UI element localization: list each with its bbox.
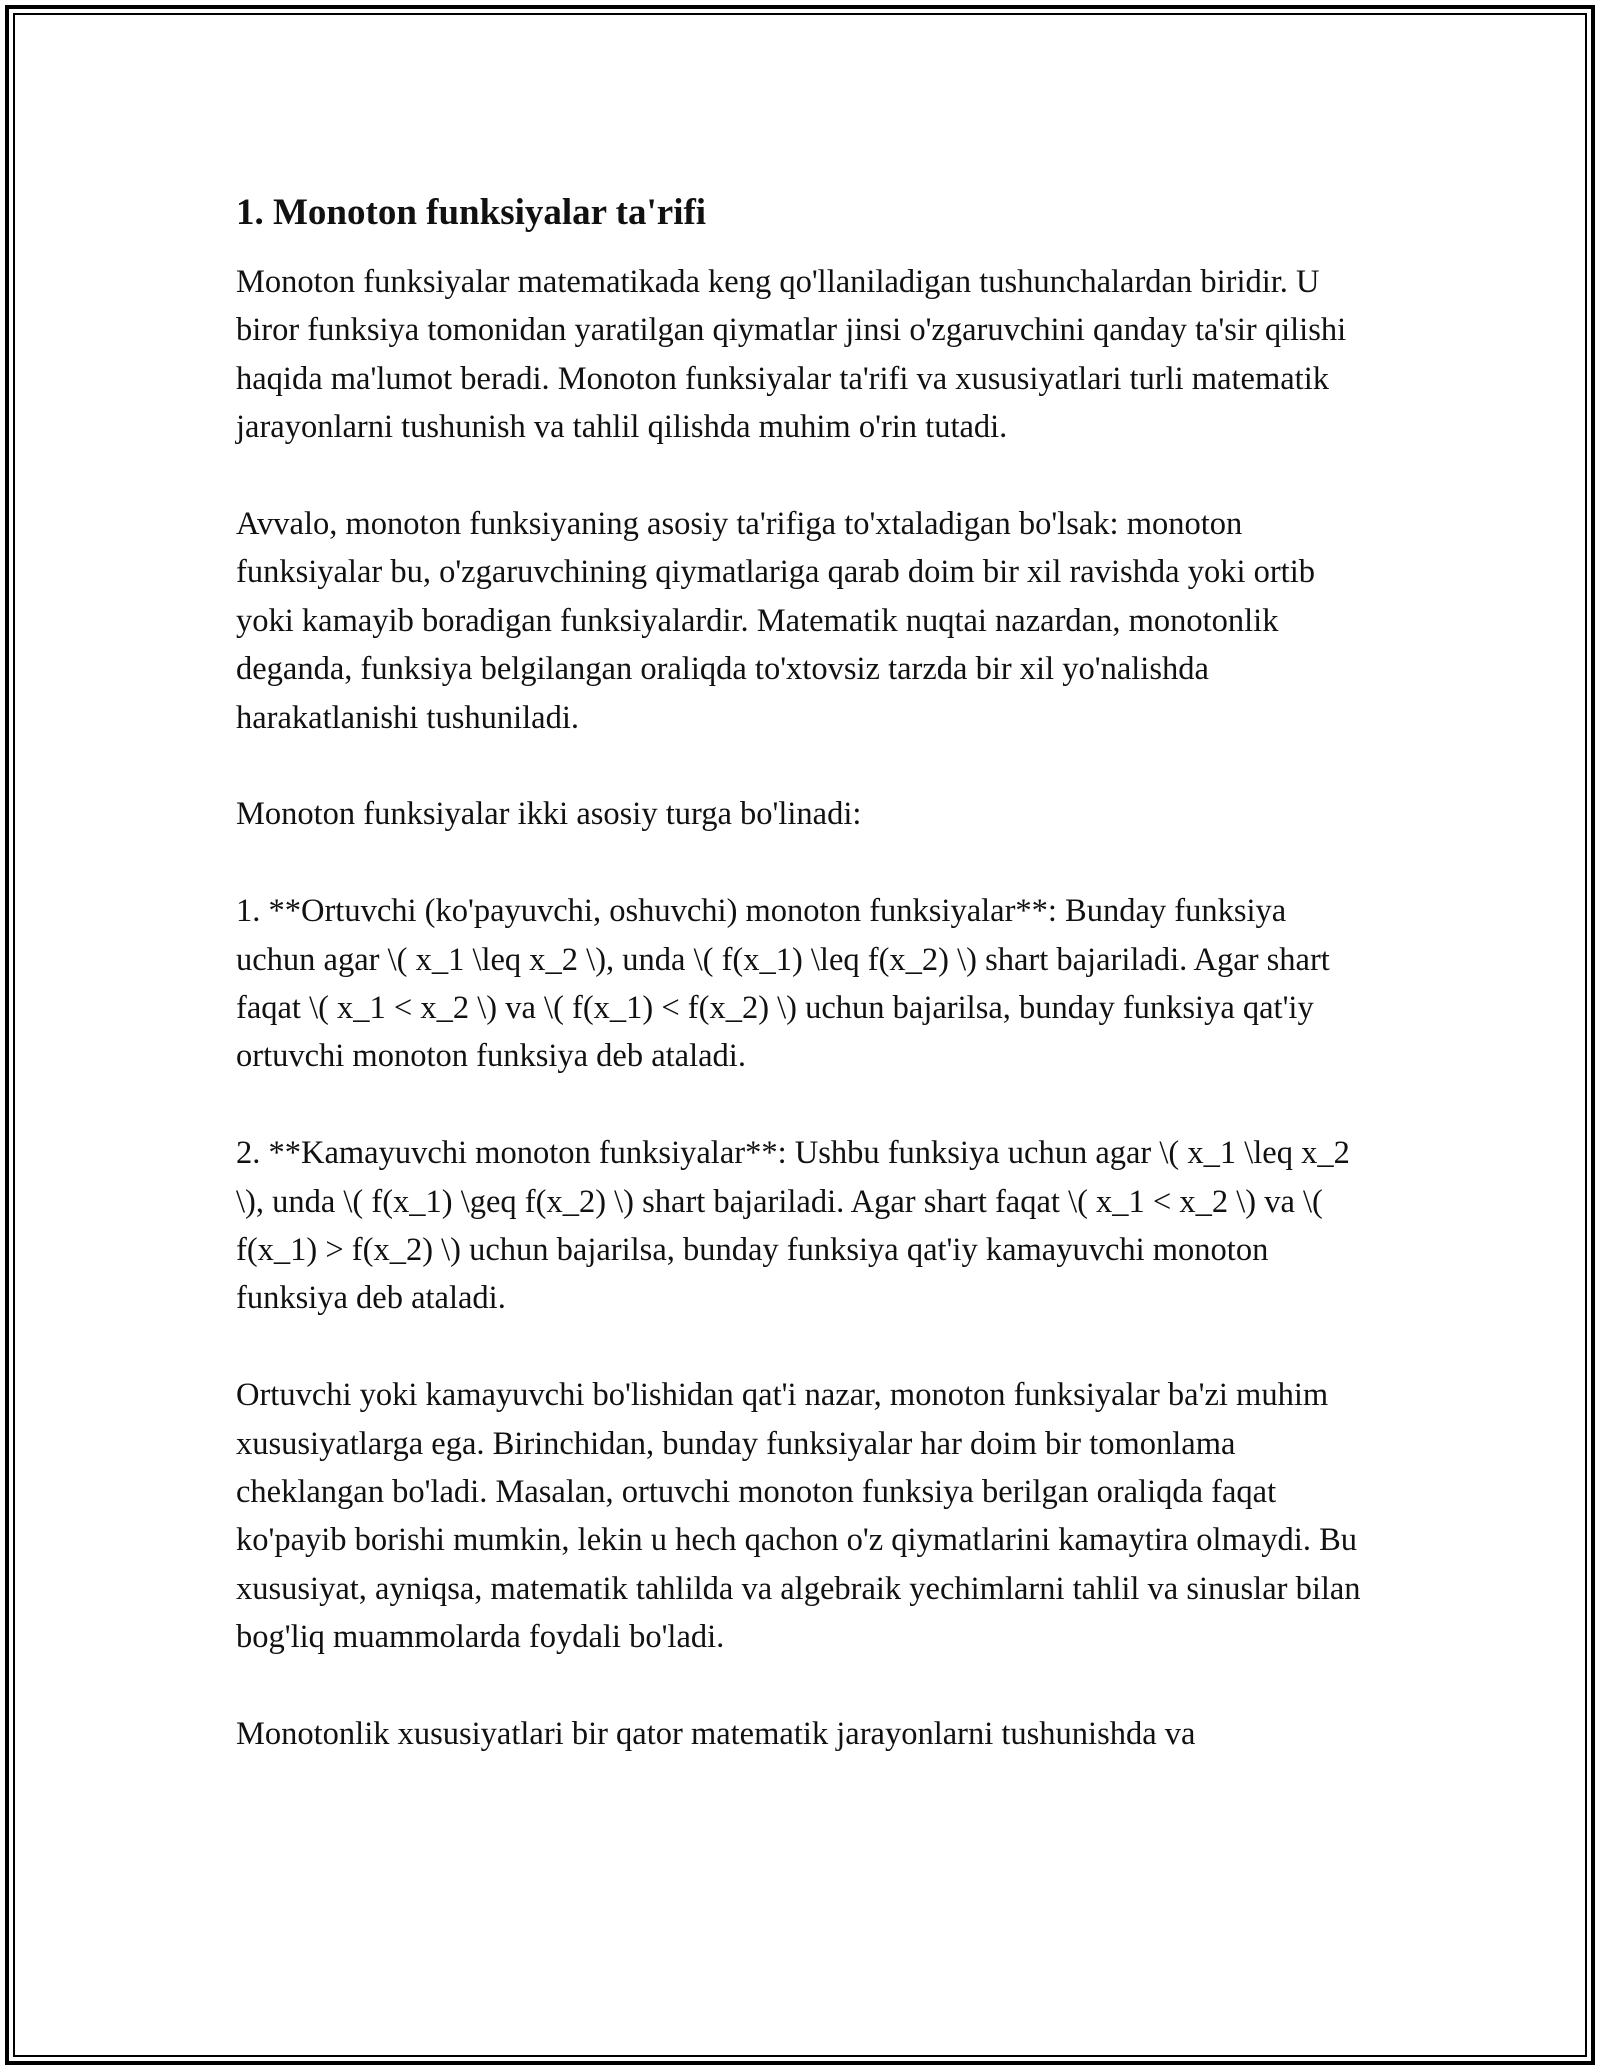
paragraph-intro: Monoton funksiyalar matematikada keng qo'llaniladigan tushunchalardan biridir. U biror funksiya tomonidan yaratilgan qiymatlar jinsi o'zgaruvchini qanday ta'sir qilishi haqida ma'lumot beradi. Monoton funksiyalar ta'rifi va xususiyatlari turli matematik jarayonlarni tushunish va tahlil qilishda muhim o'rin tutadi. [236, 264, 1347, 446]
paragraph-increasing: 1. **Ortuvchi (ko'payuvchi, oshuvchi) monoton funksiyalar**: Bunday funksiya uchun agar \( x_1 \leq x_2 \), unda \( f(x_1) \leq f(x_2) \) shart bajariladi. Agar shart faqat \( x_1 < x_2 \) va \( f(x_1) < f(x_2) \) uchun bajarilsa, bunday funksiya qat'iy ortuvchi monoton funksiya deb ataladi. [236, 893, 1330, 1075]
document-body [236, 186, 1366, 1759]
paragraph-properties: Ortuvchi yoki kamayuvchi bo'lishidan qat'i nazar, monoton funksiyalar ba'zi muhim xususiyatlarga ega. Birinchidan, bunday funksiyalar har doim bir tomonlama cheklangan bo'ladi. Masalan, ortuvchi monoton funksiya berilgan oraliqda faqat ko'payib borishi mumkin, lekin u hech qachon o'z qiymatlarini kamaytira olmaydi. Bu xususiyat, ayniqsa, matematik tahlilda va algebraik yechimlarni tahlil va sinuslar bilan bog'liq muammolarda foydali bo'ladi. [236, 1377, 1361, 1656]
paragraph-definition: Avvalo, monoton funksiyaning asosiy ta'rifiga to'xtaladigan bo'lsak: monoton funksiyalar bu, o'zgaruvchining qiymatlariga qarab doim bir xil ravishda yoki ortib yoki kamayib boradigan funksiyalardir. Matematik nuqtai nazardan, monotonlik deganda, funksiya belgilangan oraliqda to'xtovsiz tarzda bir xil yo'nalishda harakatlanishi tushuniladi. [236, 506, 1315, 736]
section-title: 1. Monoton funksiyalar ta'rifi [236, 192, 707, 233]
paragraph-decreasing: 2. **Kamayuvchi monoton funksiyalar**: Ushbu funksiya uchun agar \( x_1 \leq x_2 \), unda \( f(x_1) \geq f(x_2) \) shart bajariladi. Agar shart faqat \( x_1 < x_2 \) va \( f(x_1) > f(x_2) \) uchun bajarilsa, bunday funksiya qat'iy kamayuvchi monoton funksiya deb ataladi. [236, 1135, 1350, 1317]
paragraph-types-intro: Monoton funksiyalar ikki asosiy turga bo'linadi: [236, 796, 862, 833]
paragraph-monotonicity: Monotonlik xususiyatlari bir qator matematik jarayonlarni tushunishda va [236, 1716, 1196, 1753]
